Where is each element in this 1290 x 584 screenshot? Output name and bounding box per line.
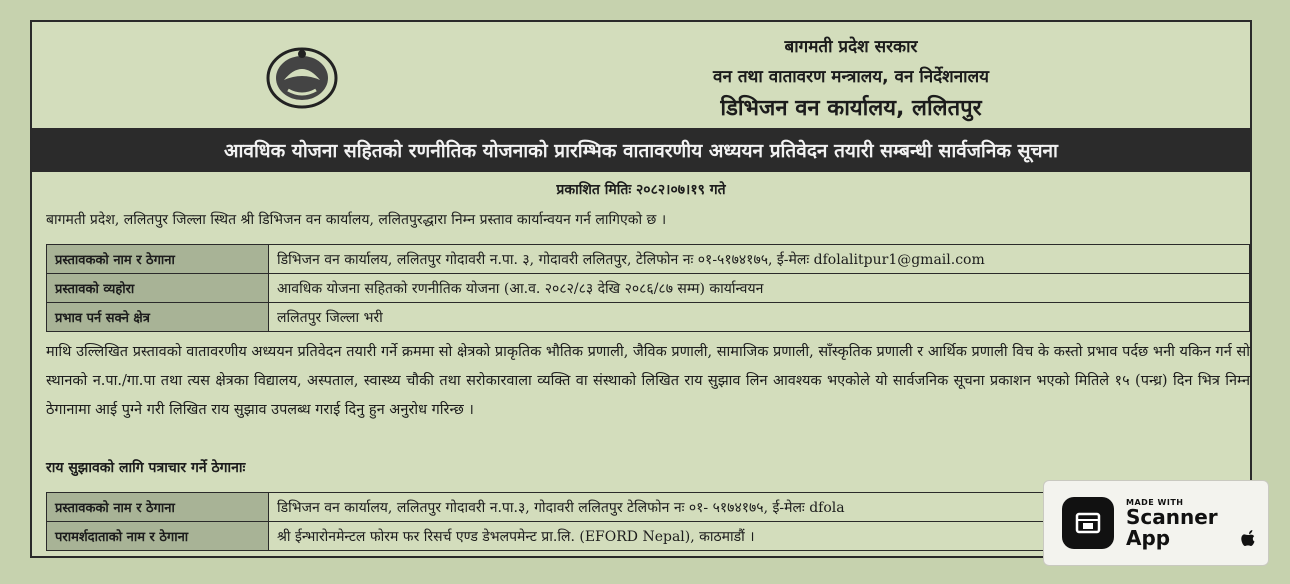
correspondence-heading: राय सुझावको लागि पत्राचार गर्ने ठेगानाः [46, 460, 246, 476]
watermark-app-name-line1: Scanner [1126, 504, 1218, 529]
row-value: डिभिजन वन कार्यालय, ललितपुर गोदावरी न.पा. ३, गोदावरी ललितपुर, टेलिफोन नः ०१-५१७४१७५, ई-मेलः dfolalitpur1@gmail.com [269, 245, 1250, 274]
row-label: प्रभाव पर्न सक्ने क्षेत्र [47, 303, 269, 332]
notice-title-banner: आवधिक योजना सहितको रणनीतिक योजनाको प्रारम्भिक वातावरणीय अध्ययन प्रतिवेदन तयारी सम्बन्धी सार्वजनिक सूचना [32, 128, 1250, 172]
table-row [47, 303, 1250, 332]
row-value: श्री ईन्भारोनमेन्टल फोरम फर रिसर्च एण्ड डेभलपमेन्ट प्रा.लि. (EFORD Nepal), काठमाडौं । [269, 522, 1250, 551]
row-label: प्रस्तावकको नाम र ठेगाना [47, 493, 269, 522]
row-label: प्रस्तावकको नाम र ठेगाना [47, 245, 269, 274]
table-row [47, 274, 1250, 303]
row-label: परामर्शदाताको नाम र ठेगाना [47, 522, 269, 551]
watermark-made-with: MADE WITH [1126, 497, 1184, 507]
scanner-app-icon [1062, 497, 1114, 549]
watermark-app-name-line2: App [1126, 525, 1171, 550]
notice-frame [30, 20, 1252, 558]
proposal-info-table [46, 244, 1250, 332]
row-value: ललितपुर जिल्ला भरी [269, 303, 1250, 332]
header-province-government: बागमती प्रदेश सरकार [784, 37, 918, 57]
published-date: प्रकाशित मितिः २०८२।०७।१९ गते [556, 182, 726, 198]
intro-text: बागमती प्रदेश, ललितपुर जिल्ला स्थित श्री डिभिजन वन कार्यालय, ललितपुरद्धारा निम्न प्रस्ताव कार्यान्वयन गर्न लागिएको छ । [46, 212, 667, 228]
scanner-app-watermark [1043, 480, 1269, 566]
table-row [47, 245, 1250, 274]
header-ministry: वन तथा वातावरण मन्त्रालय, वन निर्देशनालय [713, 67, 989, 87]
row-value: आवधिक योजना सहितको रणनीतिक योजना (आ.व. २०८२/८३ देखि २०८६/८७ सम्म) कार्यान्वयन [269, 274, 1250, 303]
apple-logo-icon [1240, 529, 1256, 547]
row-label: प्रस्तावको व्यहोरा [47, 274, 269, 303]
notice-paragraph: माथि उल्लिखित प्रस्तावको वातावरणीय अध्ययन प्रतिवेदन तयारी गर्ने क्रममा सो क्षेत्रको प्राकृतिक भौतिक प्रणाली, जैविक प्रणाली, सामाजिक प्रणाली, साँस्कृतिक प्रणाली र आर्थिक प्रणाली विच के कस्तो प्रभाव पर्दछ भनी यकिन गर्न सो स्थानको न.पा./गा.पा तथा त्यस क्षेत्रका विद्यालय, अस्पताल, स्वास्थ्य चौकी तथा सरोकारवाला व्यक्ति वा संस्थाको लिखित राय सुझाव लिन आवश्यक भएकोले यो सार्वजनिक सूचना प्रकाशन भएको मितिले १५ (पन्ध्र) दिन भित्र निम्न ठेगानामा आई पुग्ने गरी लिखित राय सुझाव उपलब्ध गराई दिनु हुन अनुरोध गरिन्छ । [46, 344, 1250, 418]
header-office: डिभिजन वन कार्यालय, ललितपुर [720, 96, 982, 121]
row-value: डिभिजन वन कार्यालय, ललितपुर गोदावरी न.पा.३, गोदावरी ललितपुर टेलिफोन नः ०१- ५१७४१७५, ई-मेलः dfola [269, 493, 1250, 522]
